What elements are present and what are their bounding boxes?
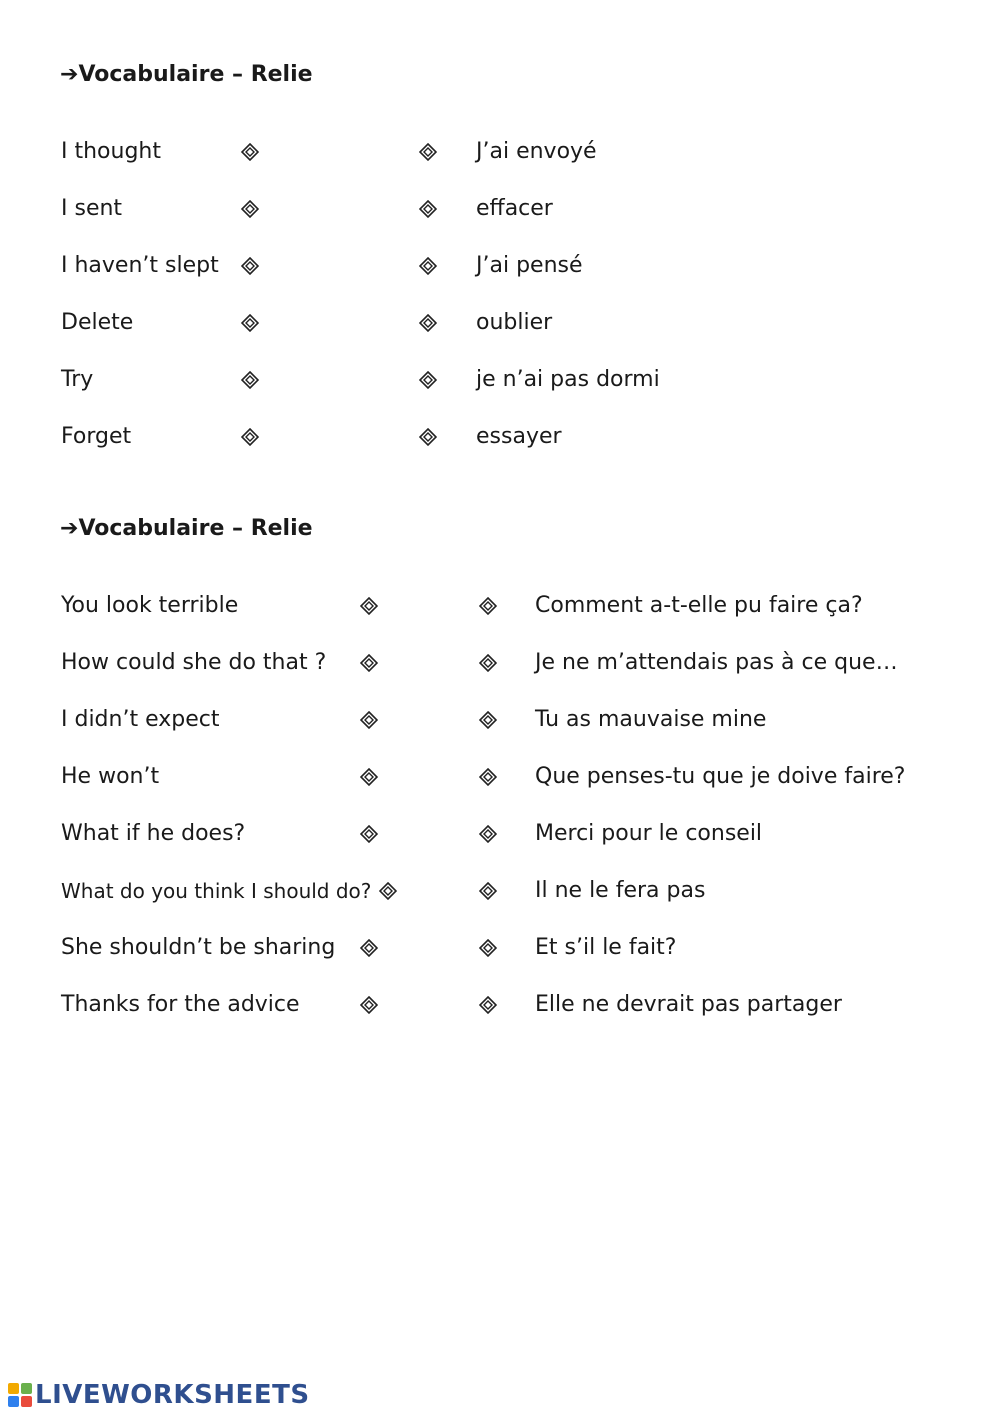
french-term: Merci pour le conseil (535, 821, 763, 846)
diamond-bullet-icon[interactable] (479, 939, 497, 957)
french-term: Et s’il le fait? (535, 935, 677, 960)
diamond-bullet-icon[interactable] (419, 314, 437, 332)
french-term: Il ne le fera pas (535, 878, 706, 903)
diamond-bullet-icon[interactable] (241, 257, 259, 275)
french-term: Je ne m’attendais pas à ce que… (535, 650, 898, 675)
english-term: I sent (61, 196, 123, 221)
diamond-bullet-icon[interactable] (479, 825, 497, 843)
diamond-bullet-icon[interactable] (479, 597, 497, 615)
match-row (0, 985, 1000, 1025)
french-term: Comment a-t-elle pu faire ça? (535, 593, 863, 618)
match-row (0, 417, 1000, 457)
diamond-bullet-icon[interactable] (479, 654, 497, 672)
diamond-bullet-icon[interactable] (241, 143, 259, 161)
french-term: Tu as mauvaise mine (535, 707, 767, 732)
diamond-bullet-icon[interactable] (419, 257, 437, 275)
english-term: How could she do that ? (61, 650, 327, 675)
liveworksheets-logo-icon (8, 1383, 32, 1407)
english-term: Forget (61, 424, 132, 449)
footer-brand-text: LIVEWORKSHEETS (35, 1380, 310, 1410)
diamond-bullet-icon[interactable] (360, 768, 378, 786)
diamond-bullet-icon[interactable] (360, 597, 378, 615)
diamond-bullet-icon[interactable] (360, 825, 378, 843)
arrow-icon: ➔ (60, 62, 79, 87)
french-term: J’ai envoyé (476, 139, 597, 164)
match-row (0, 757, 1000, 797)
match-row (0, 189, 1000, 229)
section-2-title (60, 516, 313, 541)
match-row (0, 871, 1000, 911)
french-term: effacer (476, 196, 553, 221)
diamond-bullet-icon[interactable] (419, 143, 437, 161)
section-title-text: Vocabulaire – Relie (78, 62, 313, 87)
diamond-bullet-icon[interactable] (360, 654, 378, 672)
diamond-bullet-icon[interactable] (419, 200, 437, 218)
english-term: Thanks for the advice (61, 992, 300, 1017)
diamond-bullet-icon[interactable] (479, 882, 497, 900)
diamond-bullet-icon[interactable] (360, 996, 378, 1014)
english-term: I didn’t expect (61, 707, 220, 732)
match-row (0, 814, 1000, 854)
match-row (0, 360, 1000, 400)
french-term: je n’ai pas dormi (476, 367, 660, 392)
french-term: Elle ne devrait pas partager (535, 992, 842, 1017)
footer-brand (8, 1378, 310, 1412)
match-row (0, 303, 1000, 343)
english-term: You look terrible (61, 593, 239, 618)
english-term: I haven’t slept (61, 253, 219, 278)
diamond-bullet-icon[interactable] (241, 314, 259, 332)
section-title-text: Vocabulaire – Relie (78, 516, 313, 541)
english-term: Delete (61, 310, 134, 335)
match-row (0, 586, 1000, 626)
diamond-bullet-icon[interactable] (241, 428, 259, 446)
french-term: essayer (476, 424, 562, 449)
english-term: What if he does? (61, 821, 246, 846)
french-term: oublier (476, 310, 553, 335)
diamond-bullet-icon[interactable] (360, 939, 378, 957)
arrow-icon: ➔ (60, 516, 79, 541)
match-row (0, 700, 1000, 740)
match-row (0, 643, 1000, 683)
diamond-bullet-icon[interactable] (479, 711, 497, 729)
match-row (0, 132, 1000, 172)
french-term: J’ai pensé (476, 253, 583, 278)
english-term: He won’t (61, 764, 160, 789)
english-term: Try (61, 367, 94, 392)
diamond-bullet-icon[interactable] (479, 768, 497, 786)
english-term: I thought (61, 139, 161, 164)
diamond-bullet-icon[interactable] (241, 371, 259, 389)
french-term: Que penses-tu que je doive faire? (535, 764, 906, 789)
section-1-title (60, 62, 313, 87)
match-row (0, 246, 1000, 286)
diamond-bullet-icon[interactable] (419, 428, 437, 446)
match-row (0, 928, 1000, 968)
diamond-bullet-icon[interactable] (360, 711, 378, 729)
diamond-bullet-icon[interactable] (241, 200, 259, 218)
diamond-bullet-icon[interactable] (479, 996, 497, 1014)
english-term: What do you think I should do? (61, 879, 372, 903)
diamond-bullet-icon[interactable] (419, 371, 437, 389)
diamond-bullet-icon[interactable] (379, 882, 397, 900)
english-term: She shouldn’t be sharing (61, 935, 336, 960)
